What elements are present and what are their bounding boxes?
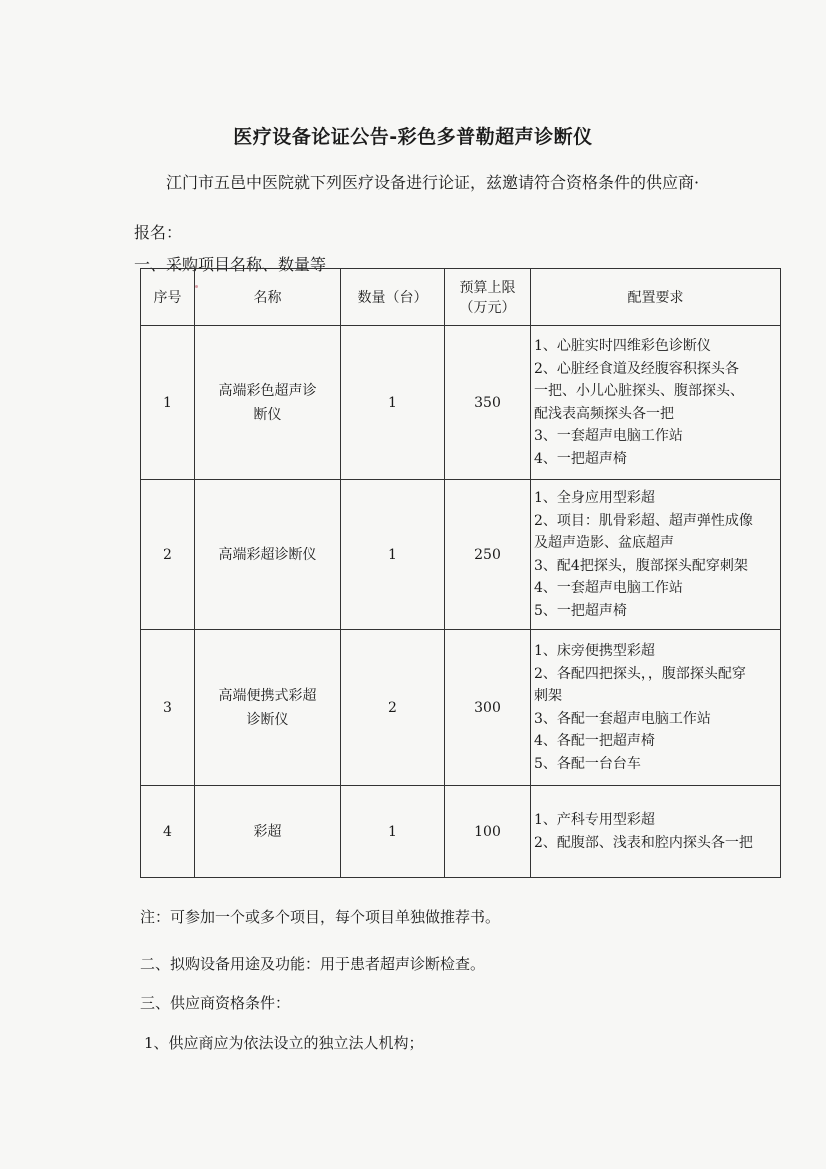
row-seq: 1 — [141, 326, 195, 480]
row-qty: 1 — [341, 786, 445, 878]
row-config — [531, 326, 781, 480]
row-config — [531, 630, 781, 786]
header-budget-line1: 预算上限 — [459, 280, 516, 296]
config-line: 3、各配一套超声电脑工作站 — [534, 710, 711, 727]
row-name-line1: 高端彩超诊断仪 — [218, 546, 317, 563]
signup-label: 报名： — [134, 223, 183, 242]
row-name-line2: 断仪 — [253, 406, 282, 423]
row-name-line1: 高端彩色超声诊 — [218, 382, 317, 399]
header-budget-line2: （万元） — [459, 300, 516, 316]
row-budget: 250 — [445, 480, 531, 630]
row-name-line1: 高端便携式彩超 — [218, 687, 317, 704]
row-seq: 4 — [141, 786, 195, 878]
intro-paragraph: 江门市五邑中医院就下列医疗设备进行论证，兹邀请符合资格条件的供应商· — [166, 173, 700, 192]
header-seq: 序号 — [141, 269, 195, 326]
row-name — [195, 630, 341, 786]
section-2-paragraph: 二、拟购设备用途及功能：用于患者超声诊断检查。 — [140, 955, 486, 973]
config-line: 4、各配一把超声椅 — [534, 733, 655, 749]
config-line: 2、配腹部、浅表和腔内探头各一把 — [534, 834, 753, 851]
row-name — [195, 326, 341, 480]
row-budget: 300 — [445, 630, 531, 786]
config-line: 1、床旁便携型彩超 — [534, 643, 655, 659]
row-qty: 2 — [341, 630, 445, 786]
config-line: 2、项目：肌骨彩超、超声弹性成像 — [534, 512, 753, 529]
row-seq: 3 — [141, 630, 195, 786]
row-name — [195, 480, 341, 630]
config-line: 3、配4把探头，腹部探头配穿刺架 — [534, 557, 748, 574]
config-line: 2、心脏经食道及经腹容积探头各 — [534, 360, 739, 377]
table-row — [141, 326, 781, 480]
config-line: 1、全身应用型彩超 — [534, 490, 655, 506]
table-header-row — [141, 269, 781, 326]
config-line: 刺架 — [534, 688, 562, 704]
config-line: 5、一把超声椅 — [534, 602, 627, 619]
row-qty: 1 — [341, 480, 445, 630]
table-note: 注：可参加一个或多个项目，每个项目单独做推荐书。 — [140, 908, 501, 926]
config-line: 1、心脏实时四维彩色诊断仪 — [534, 338, 711, 354]
section-3-heading: 三、供应商资格条件： — [140, 994, 291, 1012]
header-config: 配置要求 — [531, 269, 781, 326]
row-seq: 2 — [141, 480, 195, 630]
row-qty: 1 — [341, 326, 445, 480]
row-name — [195, 786, 341, 878]
header-name: 名称 — [195, 269, 341, 326]
header-qty: 数量（台） — [341, 269, 445, 326]
document-title: 医疗设备论证公告-彩色多普勒超声诊断仪 — [233, 126, 593, 148]
procurement-table — [140, 268, 781, 878]
qualification-item-1: 1、供应商应为依法设立的独立法人机构； — [144, 1034, 424, 1052]
row-budget: 100 — [445, 786, 531, 878]
table-row — [141, 630, 781, 786]
table-row — [141, 786, 781, 878]
row-name-line1: 彩超 — [253, 823, 282, 840]
config-line: 3、一套超声电脑工作站 — [534, 428, 683, 444]
header-budget — [445, 269, 531, 326]
config-line: 4、一把超声椅 — [534, 450, 627, 467]
config-line: 2、各配四把探头，，腹部探头配穿 — [534, 665, 746, 682]
row-budget: 350 — [445, 326, 531, 480]
config-line: 4、一套超声电脑工作站 — [534, 580, 683, 596]
config-line: 及超声造影、盆底超声 — [534, 535, 674, 551]
config-line: 5、各配一台台车 — [534, 755, 641, 772]
table-row — [141, 480, 781, 630]
config-line: 一把、小儿心脏探头、腹部探头、 — [534, 383, 744, 399]
row-name-line2: 诊断仪 — [246, 711, 289, 728]
config-line: 配浅表高频探头各一把 — [534, 405, 674, 422]
config-line: 1、产科专用型彩超 — [534, 812, 655, 828]
row-config — [531, 480, 781, 630]
row-config — [531, 786, 781, 878]
section-1-heading: 一、采购项目名称、数量等 — [134, 255, 327, 274]
